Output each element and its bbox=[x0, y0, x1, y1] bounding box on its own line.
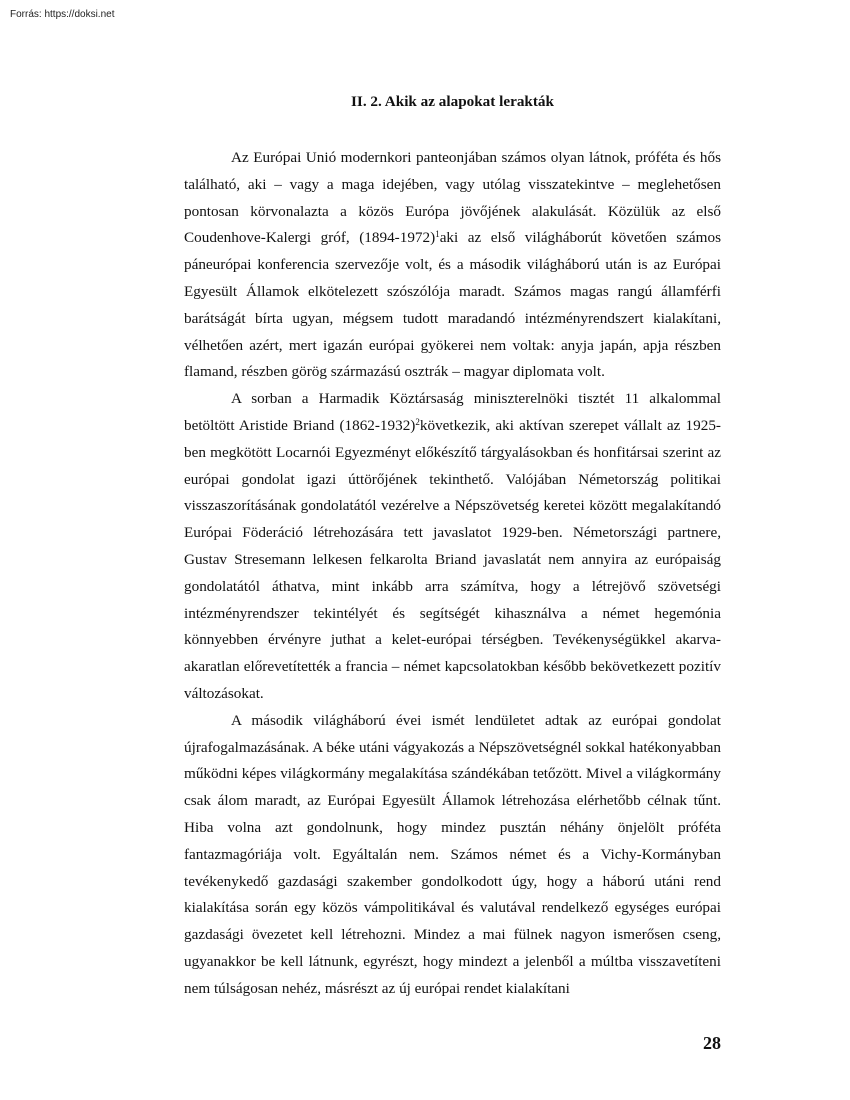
footnote-marker-1[interactable]: 1 bbox=[435, 229, 440, 240]
paragraph-1-text-a: Az Európai Unió modernkori panteonjában számos olyan látnok, próféta és hős található, aki – vagy a maga idejében, vagy utólag visszatekintve – meglehetősen pontosan körvonalazta a közös Európa jövőjének alakulását. Közülük az első Coudenhove-Kalergi gróf, (1894-1972) bbox=[184, 149, 721, 247]
section-title: II. 2. Akik az alapokat lerakták bbox=[351, 93, 554, 110]
footnote-marker-2[interactable]: 2 bbox=[415, 416, 420, 427]
paragraph-2 bbox=[184, 386, 721, 708]
paragraph-3-text: A második világháború évei ismét lendületet adtak az európai gondolat újrafogalmazásának. A béke utáni vágyakozás a Népszövetségnél sokkal hatékonyabban működni képes világkormány megalakítása szándékában tetőzött. Mivel a világkormány csak álom maradt, az Európai Egyesült Államok létrehozása elérhetőbb célnak tűnt. Hiba volna azt gondolnunk, hogy mindez pusztán néhány önjelölt próféta fantazmagóriája volt. Egyáltalán nem. Számos német és a Vichy-Kormányban tevékenykedő gazdasági szakember gondolkodott úgy, hogy a háború utáni rend kialakítása során egy közös vámpolitikával és valutával rendelkező egységes európai gazdasági övezetet kell létrehozni. Mindez a mai fülnek nagyon ismerősen cseng, ugyanakkor be kell látnunk, egyrészt, hogy mindezt a jelenből a múltba visszavetíteni nem túlságosan nehéz, másrészt az új európai rendet kialakítani bbox=[184, 711, 721, 997]
paragraph-2-text-b: következik, aki aktívan szerepet vállalt az 1925-ben megkötött Locarnói Egyezményt előkészítő tárgyalásokban és honfitársai szerint az európai gondolat igazi úttörőjének tekinthető. Valójában Németország politikai visszaszorításának gondolatától vezérelve a Népszövetség keretei között megalakítandó Európai Föderáció létrehozására tett javaslatot 1929-ben. Németországi partnere, Gustav Stresemann lelkesen felkarolta Briand javaslatát nem annyira az európaiság gondolatától áthatva, mint inkább arra számítva, hogy a létrejövő szövetségi intézményrendszer tekintélyét és segítségét kihasználva a német hegemónia könnyebben érvényre juthat a kelet-európai térségben. Tevékenységükkel akarva-akaratlan előrevetítették a francia – német kapcsolatokban később bekövetkezett pozitív változásokat. bbox=[184, 416, 721, 702]
source-note: Forrás: https://doksi.net bbox=[10, 9, 115, 20]
paragraph-1-text-b: aki az első világháborút követően számos páneurópai konferencia szervezője volt, és a második világháború után is az Európai Egyesült Államok elkötelezett szószólója maradt. Számos magas rangú államférfi barátságát bírta ugyan, mégsem tudott maradandó intézményrendszert kialakítani, vélhetően azért, mert igazán európai gyökerei nem voltak: anyja japán, apja részben flamand, részben görög származású osztrák – magyar diplomata volt. bbox=[184, 229, 721, 381]
paragraph-3 bbox=[184, 708, 721, 1003]
body-text bbox=[184, 145, 721, 1003]
page-number: 28 bbox=[703, 1033, 721, 1053]
paragraph-2-text-a: A sorban a Harmadik Köztársaság miniszterelnöki tisztét 11 alkalommal betöltött Aristide Briand (1862-1932) bbox=[184, 390, 721, 434]
paragraph-1 bbox=[184, 145, 721, 386]
